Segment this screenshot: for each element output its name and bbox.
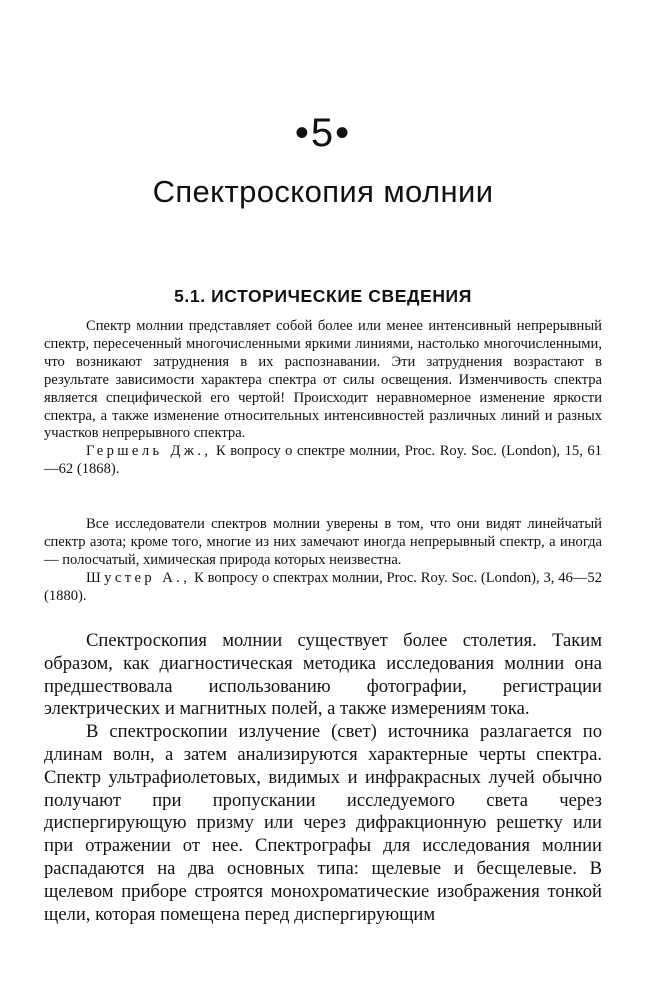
epigraph-citation: К вопросу о спектрах молнии, Proc. Roy. Soc. (London), 3, 46—52 (1880). xyxy=(44,569,602,604)
epigraph-author: Гершель Дж., xyxy=(86,443,212,460)
epigraph xyxy=(44,516,602,606)
epigraph xyxy=(44,318,602,479)
section-heading: 5.1. ИСТОРИЧЕСКИЕ СВЕДЕНИЯ xyxy=(174,286,472,306)
epigraph-quote: Все исследователи спектров молнии уверены в том, что они видят линейчатый спектр азота; кроме того, многие из них замечают иногда непрерывный спектр, а иногда — полосчатый, химическая природа которых неизвестна. xyxy=(44,516,602,568)
chapter-title: Спектроскопия молнии xyxy=(152,174,494,209)
epigraph-quote: Спектр молнии представляет собой более или менее интенсивный непрерывный спектр, пересеченный многочисленными яркими линиями, настолько многочисленными, что возникают затруднения в их распознавании. Эти затруднения возрастают в результате зависимости характера спектра от силы освещения. Изменчивость спектра является специфической его чертой! Происходит неравномерное изменение яркости спектра, а также изменение относительных интенсивностей различных линий и разных участков непрерывного спектра. xyxy=(44,318,602,442)
epigraph-source xyxy=(44,570,602,606)
epigraph-source xyxy=(44,443,602,479)
body-paragraph: Спектроскопия молнии существует более столетия. Таким образом, как диагностическая методика исследования молнии она предшествовала использованию фотографии, регистрации электрических и магнитных полей, а также измерениям тока. xyxy=(44,630,602,720)
body-paragraph: В спектроскопии излучение (свет) источника разлагается по длинам волн, а затем анализируются характерные черты спектра. Спектр ультрафиолетовых, видимых и инфракрасных лучей обычно получают при пропускании исследуемого света через диспергирующую призму или через дифракционную решетку или при отражении от нее. Спектрографы для исследования молнии распадаются на два основных типа: щелевые и бесщелевые. В щелевом приборе строятся монохроматические изображения тонкой щели, которая помещена перед диспергирующим xyxy=(44,721,602,925)
epigraph-citation: К вопросу о спектре молнии, Proc. Roy. Soc. (London), 15, 61—62 (1868). xyxy=(44,443,602,478)
body-text xyxy=(44,630,602,926)
epigraph-author: Шустер А., xyxy=(86,569,191,586)
chapter-number: •5• xyxy=(294,111,352,155)
